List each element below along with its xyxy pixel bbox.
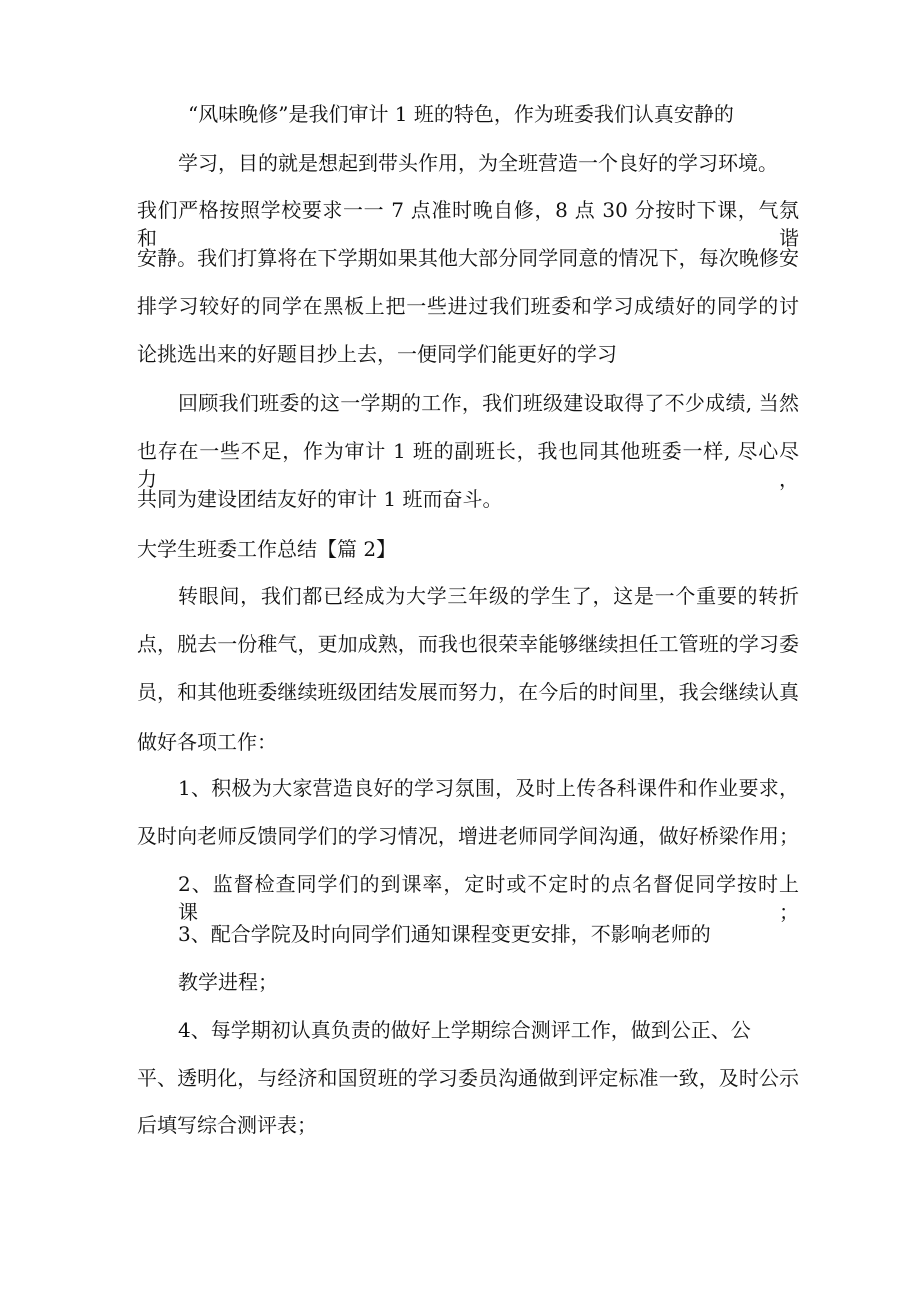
paragraph-line: 排学习较好的同学在黑板上把一些进过我们班委和学习成绩好的同学的讨 [137, 294, 799, 318]
paragraph-line: 点，脱去一份稚气，更加成熟，而我也很荣幸能够继续担任工管班的学习委 [137, 632, 799, 656]
paragraph-line: 学习，目的就是想起到带头作用，为全班营造一个良好的学习环境。 [178, 151, 778, 175]
list-item-line: 后填写综合测评表； [137, 1113, 317, 1137]
list-item-line: 1、积极为大家营造良好的学习氛围，及时上传各科课件和作业要求， [178, 776, 799, 800]
section-heading: 大学生班委工作总结【篇 2】 [137, 537, 397, 561]
list-item-line: 4、每学期初认真负责的做好上学期综合测评工作，做到公正、公 [178, 1018, 751, 1042]
list-item-line: 教学进程； [178, 970, 278, 994]
list-item-line: 2、监督检查同学们的到课率，定时或不定时的点名督促同学按时上课； [178, 872, 799, 924]
list-item-line: 及时向老师反馈同学们的学习情况，增进老师同学间沟通，做好桥梁作用； [137, 824, 799, 848]
paragraph-line: 我们严格按照学校要求一一 7 点准时晚自修，8 点 30 分按时下课，气氛和谐 [137, 198, 799, 250]
paragraph-line: 做好各项工作： [137, 730, 277, 754]
paragraph-line: 转眼间，我们都已经成为大学三年级的学生了，这是一个重要的转折 [178, 584, 799, 608]
paragraph-line: “风味晚修”是我们审计 1 班的特色，作为班委我们认真安静的 [188, 102, 734, 126]
paragraph-line: 论挑选出来的好题目抄上去，一便同学们能更好的学习 [137, 342, 617, 366]
paragraph-line: 安静。我们打算将在下学期如果其他大部分同学同意的情况下，每次晚修安 [137, 246, 799, 270]
paragraph-line: 共同为建设团结友好的审计 1 班而奋斗。 [137, 487, 503, 511]
paragraph-line: 员，和其他班委继续班级团结发展而努力，在今后的时间里，我会继续认真 [137, 680, 799, 704]
paragraph-line: 也存在一些不足，作为审计 1 班的副班长，我也同其他班委一样, 尽心尽力， [137, 439, 799, 491]
list-item-line: 3、配合学院及时向同学们通知课程变更安排，不影响老师的 [178, 922, 711, 946]
list-item-line: 平、透明化，与经济和国贸班的学习委员沟通做到评定标准一致，及时公示 [137, 1066, 799, 1090]
paragraph-line: 回顾我们班委的这一学期的工作，我们班级建设取得了不少成绩, 当然 [178, 391, 799, 415]
